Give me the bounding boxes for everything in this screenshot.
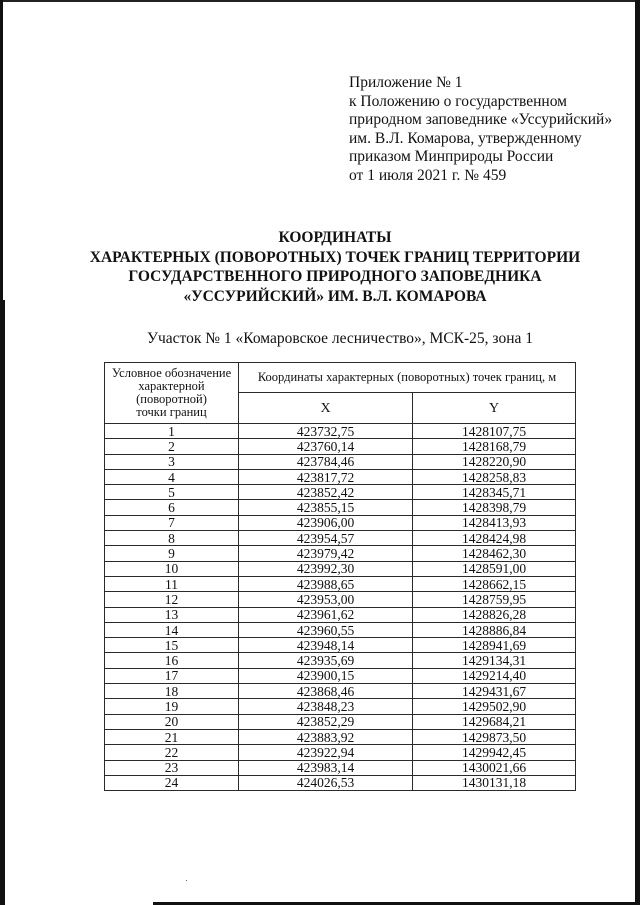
table-row bbox=[105, 454, 576, 469]
x-coordinate-cell: 423883,92 bbox=[239, 729, 413, 744]
y-coordinate-cell: 1428220,90 bbox=[413, 454, 576, 469]
table-row bbox=[105, 699, 576, 714]
point-number-cell: 20 bbox=[105, 714, 239, 729]
point-number-cell: 18 bbox=[105, 684, 239, 699]
x-coordinate-cell: 423900,15 bbox=[239, 668, 413, 683]
table-row bbox=[105, 653, 576, 668]
y-coordinate-cell: 1430021,66 bbox=[413, 760, 576, 775]
scan-speck bbox=[186, 880, 187, 881]
table-row bbox=[105, 775, 576, 790]
x-coordinate-cell: 423868,46 bbox=[239, 684, 413, 699]
header-point-label-line: (поворотной) bbox=[136, 392, 207, 406]
y-coordinate-cell: 1428886,84 bbox=[413, 622, 576, 637]
appendix-reference bbox=[349, 74, 613, 186]
y-coordinate-cell: 1428424,98 bbox=[413, 531, 576, 546]
point-number-cell: 14 bbox=[105, 622, 239, 637]
title-line: ХАРАКТЕРНЫХ (ПОВОРОТНЫХ) ТОЧЕК ГРАНИЦ ТЕРРИТОРИИ bbox=[89, 248, 581, 266]
x-coordinate-cell: 423817,72 bbox=[239, 469, 413, 484]
table-row bbox=[105, 531, 576, 546]
header-point-label-line: характерной bbox=[138, 379, 205, 393]
document-title bbox=[60, 228, 610, 306]
table-row bbox=[105, 424, 576, 439]
point-number-cell: 8 bbox=[105, 531, 239, 546]
title-line: «УССУРИЙСКИЙ» ИМ. В.Л. КОМАРОВА bbox=[183, 287, 487, 305]
table-row bbox=[105, 546, 576, 561]
x-coordinate-cell: 423948,14 bbox=[239, 638, 413, 653]
table-row bbox=[105, 576, 576, 591]
table-row bbox=[105, 561, 576, 576]
table-row bbox=[105, 607, 576, 622]
header-point-label bbox=[105, 363, 239, 424]
x-coordinate-cell: 423953,00 bbox=[239, 592, 413, 607]
point-number-cell: 22 bbox=[105, 745, 239, 760]
table-row bbox=[105, 684, 576, 699]
table-row bbox=[105, 729, 576, 744]
appendix-line: им. В.Л. Комарова, утвержденному bbox=[349, 129, 582, 147]
header-x: X bbox=[239, 393, 413, 424]
point-number-cell: 12 bbox=[105, 592, 239, 607]
y-coordinate-cell: 1428345,71 bbox=[413, 485, 576, 500]
x-coordinate-cell: 423852,29 bbox=[239, 714, 413, 729]
y-coordinate-cell: 1429502,90 bbox=[413, 699, 576, 714]
y-coordinate-cell: 1429214,40 bbox=[413, 668, 576, 683]
point-number-cell: 15 bbox=[105, 638, 239, 653]
x-coordinate-cell: 423992,30 bbox=[239, 561, 413, 576]
x-coordinate-cell: 423848,23 bbox=[239, 699, 413, 714]
point-number-cell: 4 bbox=[105, 469, 239, 484]
section-subtitle: Участок № 1 «Комаровское лесничество», МСК-25, зона 1 bbox=[146, 330, 534, 347]
y-coordinate-cell: 1429942,45 bbox=[413, 745, 576, 760]
y-coordinate-cell: 1428168,79 bbox=[413, 439, 576, 454]
point-number-cell: 7 bbox=[105, 515, 239, 530]
x-coordinate-cell: 423732,75 bbox=[239, 424, 413, 439]
header-point-label-line: Условное обозначение bbox=[111, 366, 232, 380]
x-coordinate-cell: 423935,69 bbox=[239, 653, 413, 668]
table-row bbox=[105, 485, 576, 500]
appendix-line: приказом Минприроды России bbox=[349, 148, 554, 166]
coordinates-table bbox=[104, 362, 576, 791]
y-coordinate-cell: 1428662,15 bbox=[413, 576, 576, 591]
table-row bbox=[105, 592, 576, 607]
appendix-line: от 1 июля 2021 г. № 459 bbox=[349, 166, 507, 184]
x-coordinate-cell: 423922,94 bbox=[239, 745, 413, 760]
point-number-cell: 10 bbox=[105, 561, 239, 576]
x-coordinate-cell: 423855,15 bbox=[239, 500, 413, 515]
y-coordinate-cell: 1428398,79 bbox=[413, 500, 576, 515]
scan-edge-top bbox=[0, 0, 640, 2]
table-row bbox=[105, 668, 576, 683]
y-coordinate-cell: 1429134,31 bbox=[413, 653, 576, 668]
y-coordinate-cell: 1428759,95 bbox=[413, 592, 576, 607]
y-coordinate-cell: 1429684,21 bbox=[413, 714, 576, 729]
point-number-cell: 2 bbox=[105, 439, 239, 454]
table-row bbox=[105, 714, 576, 729]
point-number-cell: 19 bbox=[105, 699, 239, 714]
x-coordinate-cell: 423852,42 bbox=[239, 485, 413, 500]
x-coordinate-cell: 423988,65 bbox=[239, 576, 413, 591]
y-coordinate-cell: 1428462,30 bbox=[413, 546, 576, 561]
y-coordinate-cell: 1429873,50 bbox=[413, 729, 576, 744]
y-coordinate-cell: 1430131,18 bbox=[413, 775, 576, 790]
table-row bbox=[105, 439, 576, 454]
point-number-cell: 16 bbox=[105, 653, 239, 668]
point-number-cell: 11 bbox=[105, 576, 239, 591]
header-coords-group: Координаты характерных (поворотных) точек границ, м bbox=[239, 363, 576, 393]
x-coordinate-cell: 423983,14 bbox=[239, 760, 413, 775]
title-line: ГОСУДАРСТВЕННОГО ПРИРОДНОГО ЗАПОВЕДНИКА bbox=[128, 268, 542, 286]
point-number-cell: 1 bbox=[105, 424, 239, 439]
table-row bbox=[105, 622, 576, 637]
x-coordinate-cell: 423979,42 bbox=[239, 546, 413, 561]
y-coordinate-cell: 1428107,75 bbox=[413, 424, 576, 439]
point-number-cell: 6 bbox=[105, 500, 239, 515]
scan-edge-left-lower bbox=[0, 300, 5, 905]
point-number-cell: 5 bbox=[105, 485, 239, 500]
appendix-line: к Положению о государственном bbox=[349, 92, 567, 110]
point-number-cell: 17 bbox=[105, 668, 239, 683]
table-row bbox=[105, 500, 576, 515]
appendix-line: Приложение № 1 bbox=[349, 74, 463, 91]
x-coordinate-cell: 423960,55 bbox=[239, 622, 413, 637]
y-coordinate-cell: 1428591,00 bbox=[413, 561, 576, 576]
table-row bbox=[105, 638, 576, 653]
point-number-cell: 9 bbox=[105, 546, 239, 561]
point-number-cell: 13 bbox=[105, 607, 239, 622]
header-point-label-line: точки границ bbox=[136, 405, 207, 419]
y-coordinate-cell: 1428413,93 bbox=[413, 515, 576, 530]
y-coordinate-cell: 1428941,69 bbox=[413, 638, 576, 653]
appendix-line: природном заповеднике «Уссурийский» bbox=[349, 111, 613, 129]
header-y: Y bbox=[413, 393, 576, 424]
table-row bbox=[105, 745, 576, 760]
y-coordinate-cell: 1428258,83 bbox=[413, 469, 576, 484]
x-coordinate-cell: 423784,46 bbox=[239, 454, 413, 469]
x-coordinate-cell: 424026,53 bbox=[239, 775, 413, 790]
table-row bbox=[105, 515, 576, 530]
point-number-cell: 3 bbox=[105, 454, 239, 469]
table-row bbox=[105, 469, 576, 484]
x-coordinate-cell: 423760,14 bbox=[239, 439, 413, 454]
title-line: КООРДИНАТЫ bbox=[278, 229, 392, 246]
y-coordinate-cell: 1428826,28 bbox=[413, 607, 576, 622]
x-coordinate-cell: 423906,00 bbox=[239, 515, 413, 530]
point-number-cell: 23 bbox=[105, 760, 239, 775]
table-row bbox=[105, 760, 576, 775]
x-coordinate-cell: 423961,62 bbox=[239, 607, 413, 622]
scan-edge-right bbox=[635, 0, 640, 905]
point-number-cell: 21 bbox=[105, 729, 239, 744]
y-coordinate-cell: 1429431,67 bbox=[413, 684, 576, 699]
point-number-cell: 24 bbox=[105, 775, 239, 790]
x-coordinate-cell: 423954,57 bbox=[239, 531, 413, 546]
